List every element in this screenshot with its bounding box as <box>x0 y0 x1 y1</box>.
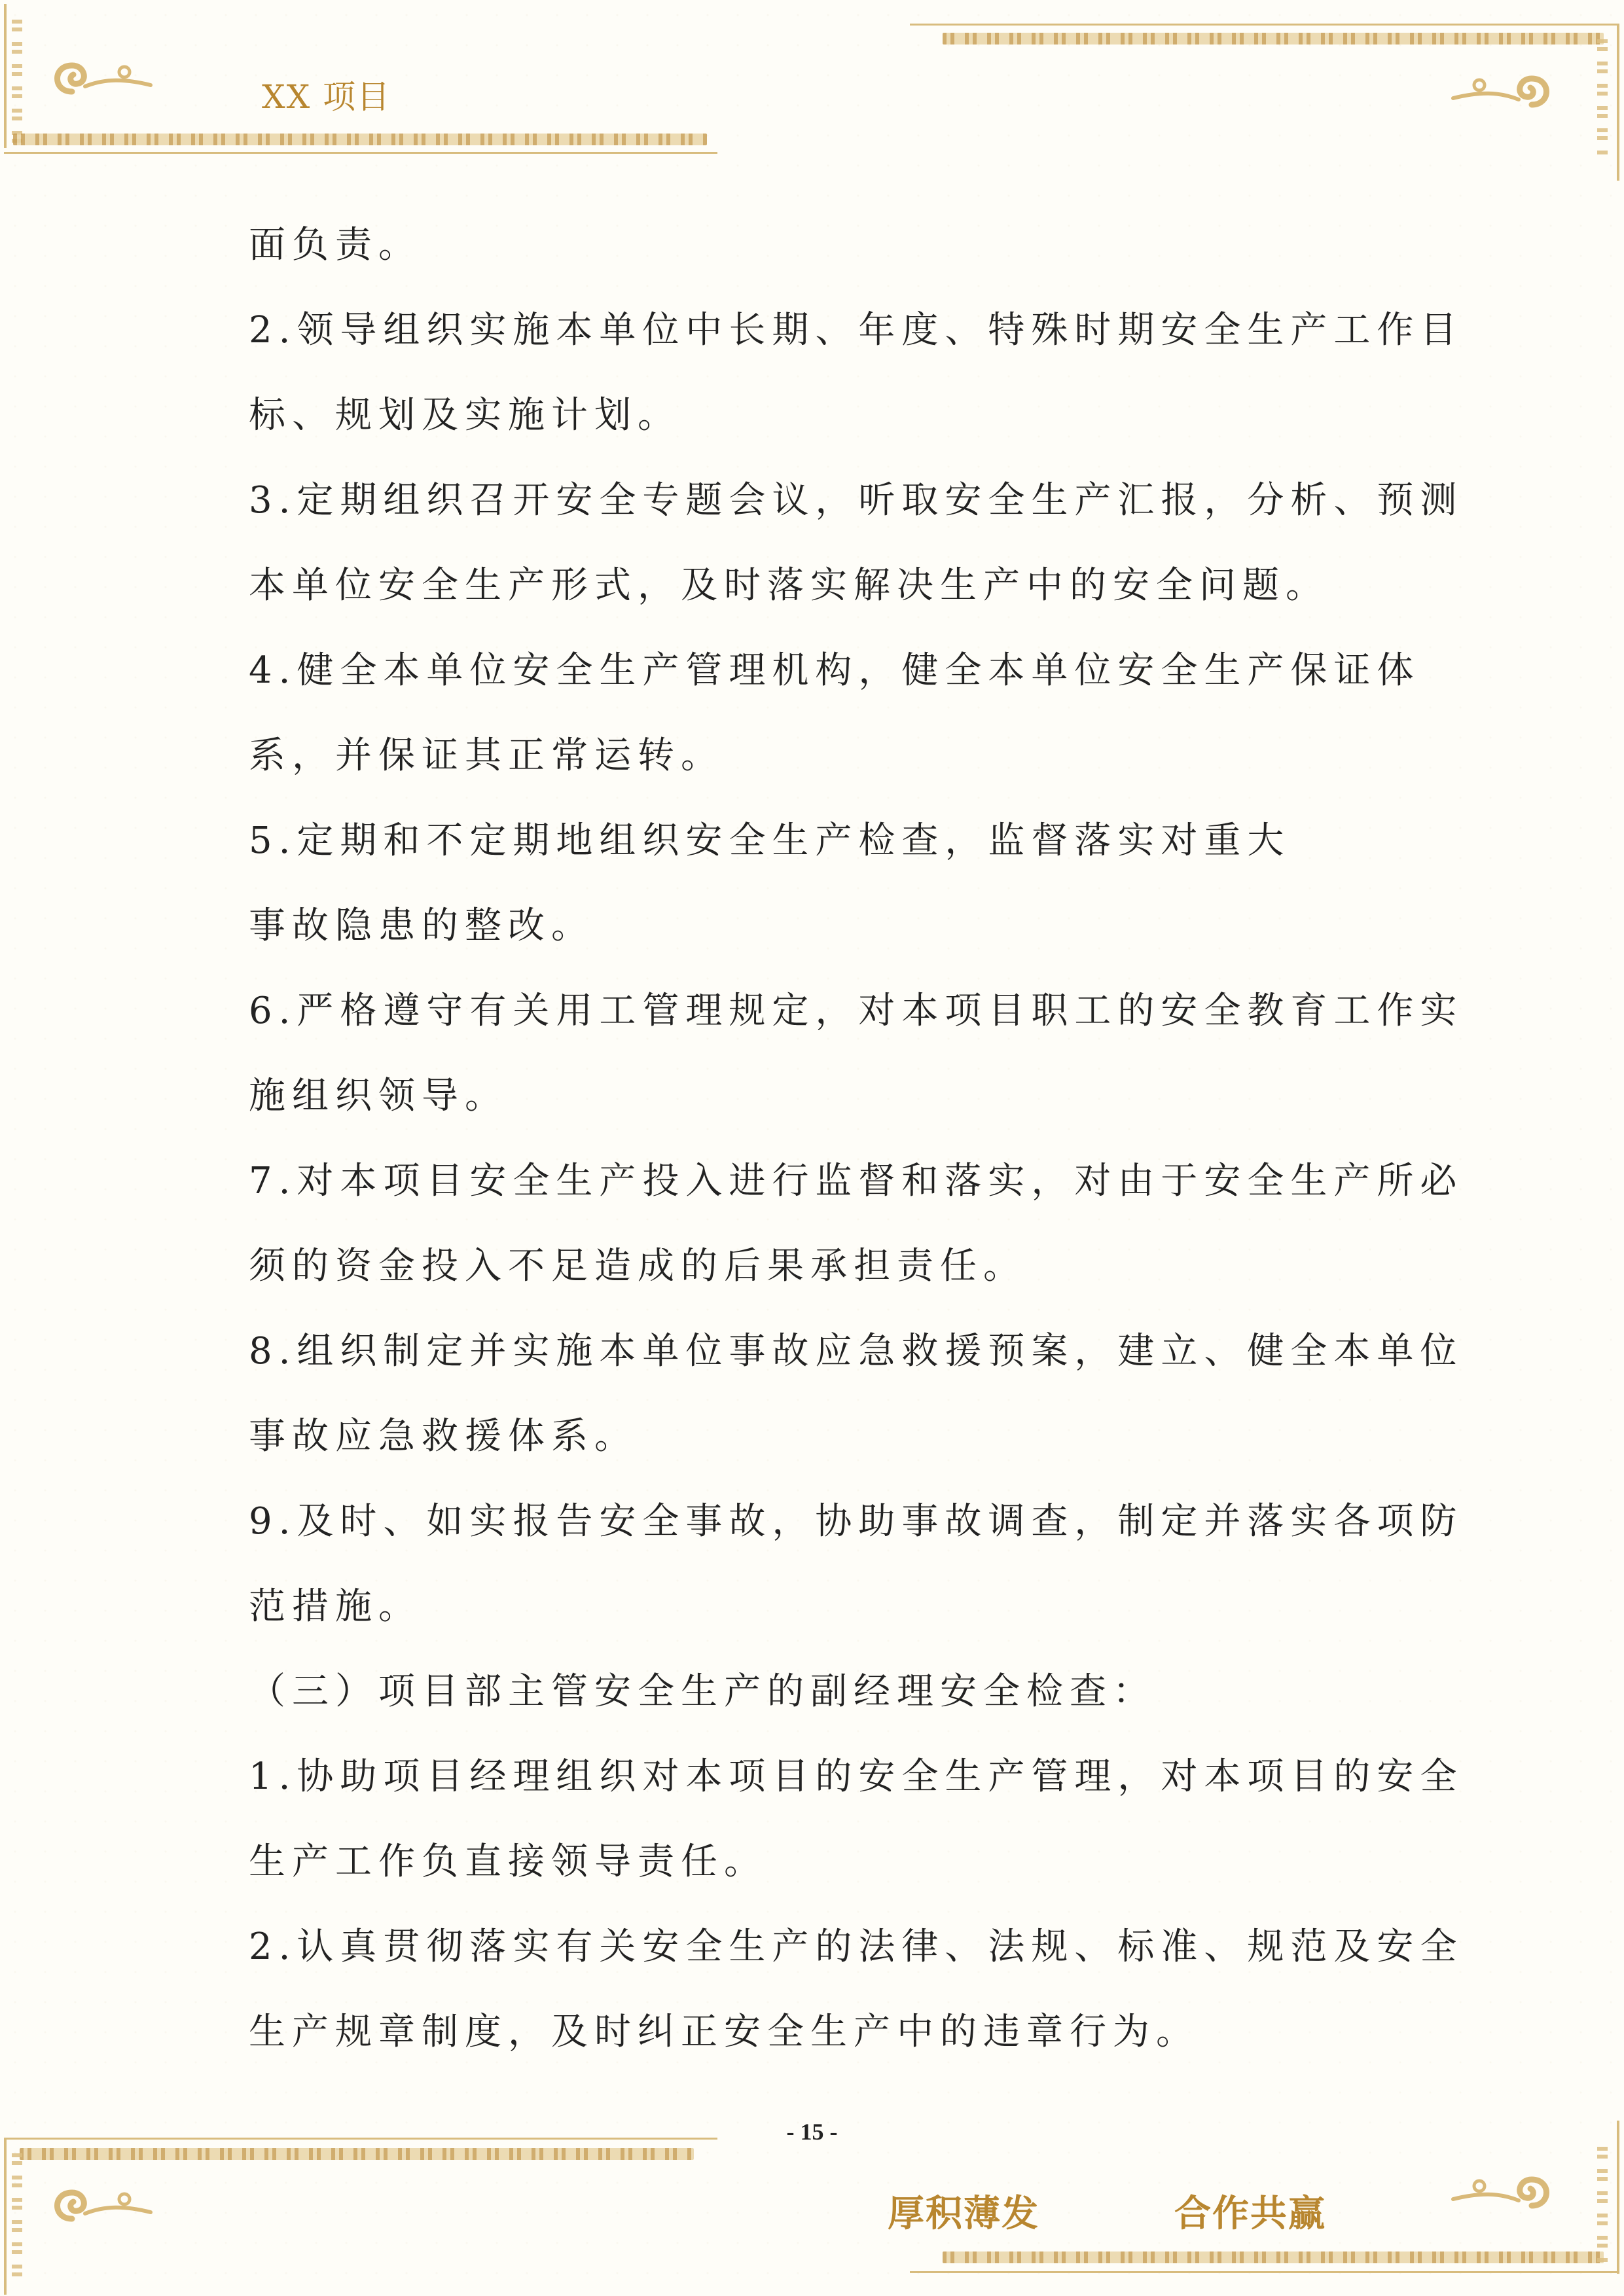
text-line: 1.协助项目经理组织对本项目的安全生产管理，对本项目的安全 <box>249 1755 1464 1798</box>
text-line: 生产规章制度，及时纠正安全生产中的违章行为。 <box>249 2011 1199 2053</box>
cloud-swirl-icon <box>1447 65 1558 124</box>
text-line: 9.及时、如实报告安全事故，协助事故调查，制定并落实各项防 <box>249 1500 1464 1543</box>
text-line: 2.认真贯彻落实有关安全生产的法律、法规、标准、规范及安全 <box>249 1926 1464 1968</box>
frame-top-left-rule <box>4 152 717 154</box>
text-line: 生产工作负直接领导责任。 <box>249 1840 767 1883</box>
text-line: 4.健全本单位安全生产管理机构，健全本单位安全生产保证体 <box>249 649 1420 692</box>
text-line: 2.领导组织实施本单位中长期、年度、特殊时期安全生产工作目 <box>249 309 1464 351</box>
frame-top-left-vband <box>12 20 22 144</box>
frame-top-left-band <box>13 134 707 145</box>
frame-bottom-left-edge <box>4 2138 7 2295</box>
frame-bottom-right-band <box>943 2251 1604 2263</box>
text-line: 6.严格遵守有关用工管理规定，对本项目职工的安全教育工作实 <box>249 990 1464 1032</box>
document-body <box>249 203 1464 2075</box>
text-line: 施组织领导。 <box>249 1075 508 1117</box>
cloud-swirl-icon <box>46 52 157 111</box>
page-number: - 15 - <box>786 2119 838 2145</box>
text-line: 事故应急救援体系。 <box>249 1415 638 1458</box>
frame-top-right-band <box>943 33 1604 45</box>
text-line: 系，并保证其正常运转。 <box>249 734 724 777</box>
cloud-swirl-icon <box>46 2179 157 2238</box>
text-line: 面负责。 <box>249 224 422 266</box>
frame-bottom-left-band <box>20 2148 694 2160</box>
text-line: 标、规划及实施计划。 <box>249 394 681 437</box>
text-line: 7.对本项目安全生产投入进行监督和落实，对由于安全生产所必 <box>249 1160 1464 1202</box>
text-line: 事故隐患的整改。 <box>249 905 594 947</box>
frame-top-left-edge <box>4 4 7 148</box>
text-line: 3.定期组织召开安全专题会议，听取安全生产汇报，分析、预测 <box>249 479 1464 522</box>
header-title: XX 项目 <box>262 78 391 116</box>
frame-bottom-right-vband <box>1597 2147 1608 2265</box>
text-line: 8.组织制定并实施本单位事故应急救援预案，建立、健全本单位 <box>249 1330 1464 1372</box>
frame-top-right-edge <box>1617 24 1619 181</box>
text-line: 本单位安全生产形式，及时落实解决生产中的安全问题。 <box>249 564 1329 607</box>
frame-bottom-left-vband <box>12 2153 22 2278</box>
text-line: 5.定期和不定期地组织安全生产检查，监督落实对重大 <box>249 819 1291 862</box>
section-heading: （三）项目部主管安全生产的副经理安全检查： <box>249 1670 1156 1713</box>
text-line: 须的资金投入不足造成的后果承担责任。 <box>249 1245 1026 1287</box>
frame-top-right-vband <box>1597 39 1608 157</box>
text-line: 范措施。 <box>249 1585 422 1628</box>
cloud-swirl-icon <box>1447 2166 1558 2225</box>
frame-bottom-right-rule <box>910 2271 1617 2273</box>
frame-top-right-rule <box>910 24 1617 26</box>
footer-slogan: 厚积薄发 合作共赢 <box>888 2192 1326 2235</box>
